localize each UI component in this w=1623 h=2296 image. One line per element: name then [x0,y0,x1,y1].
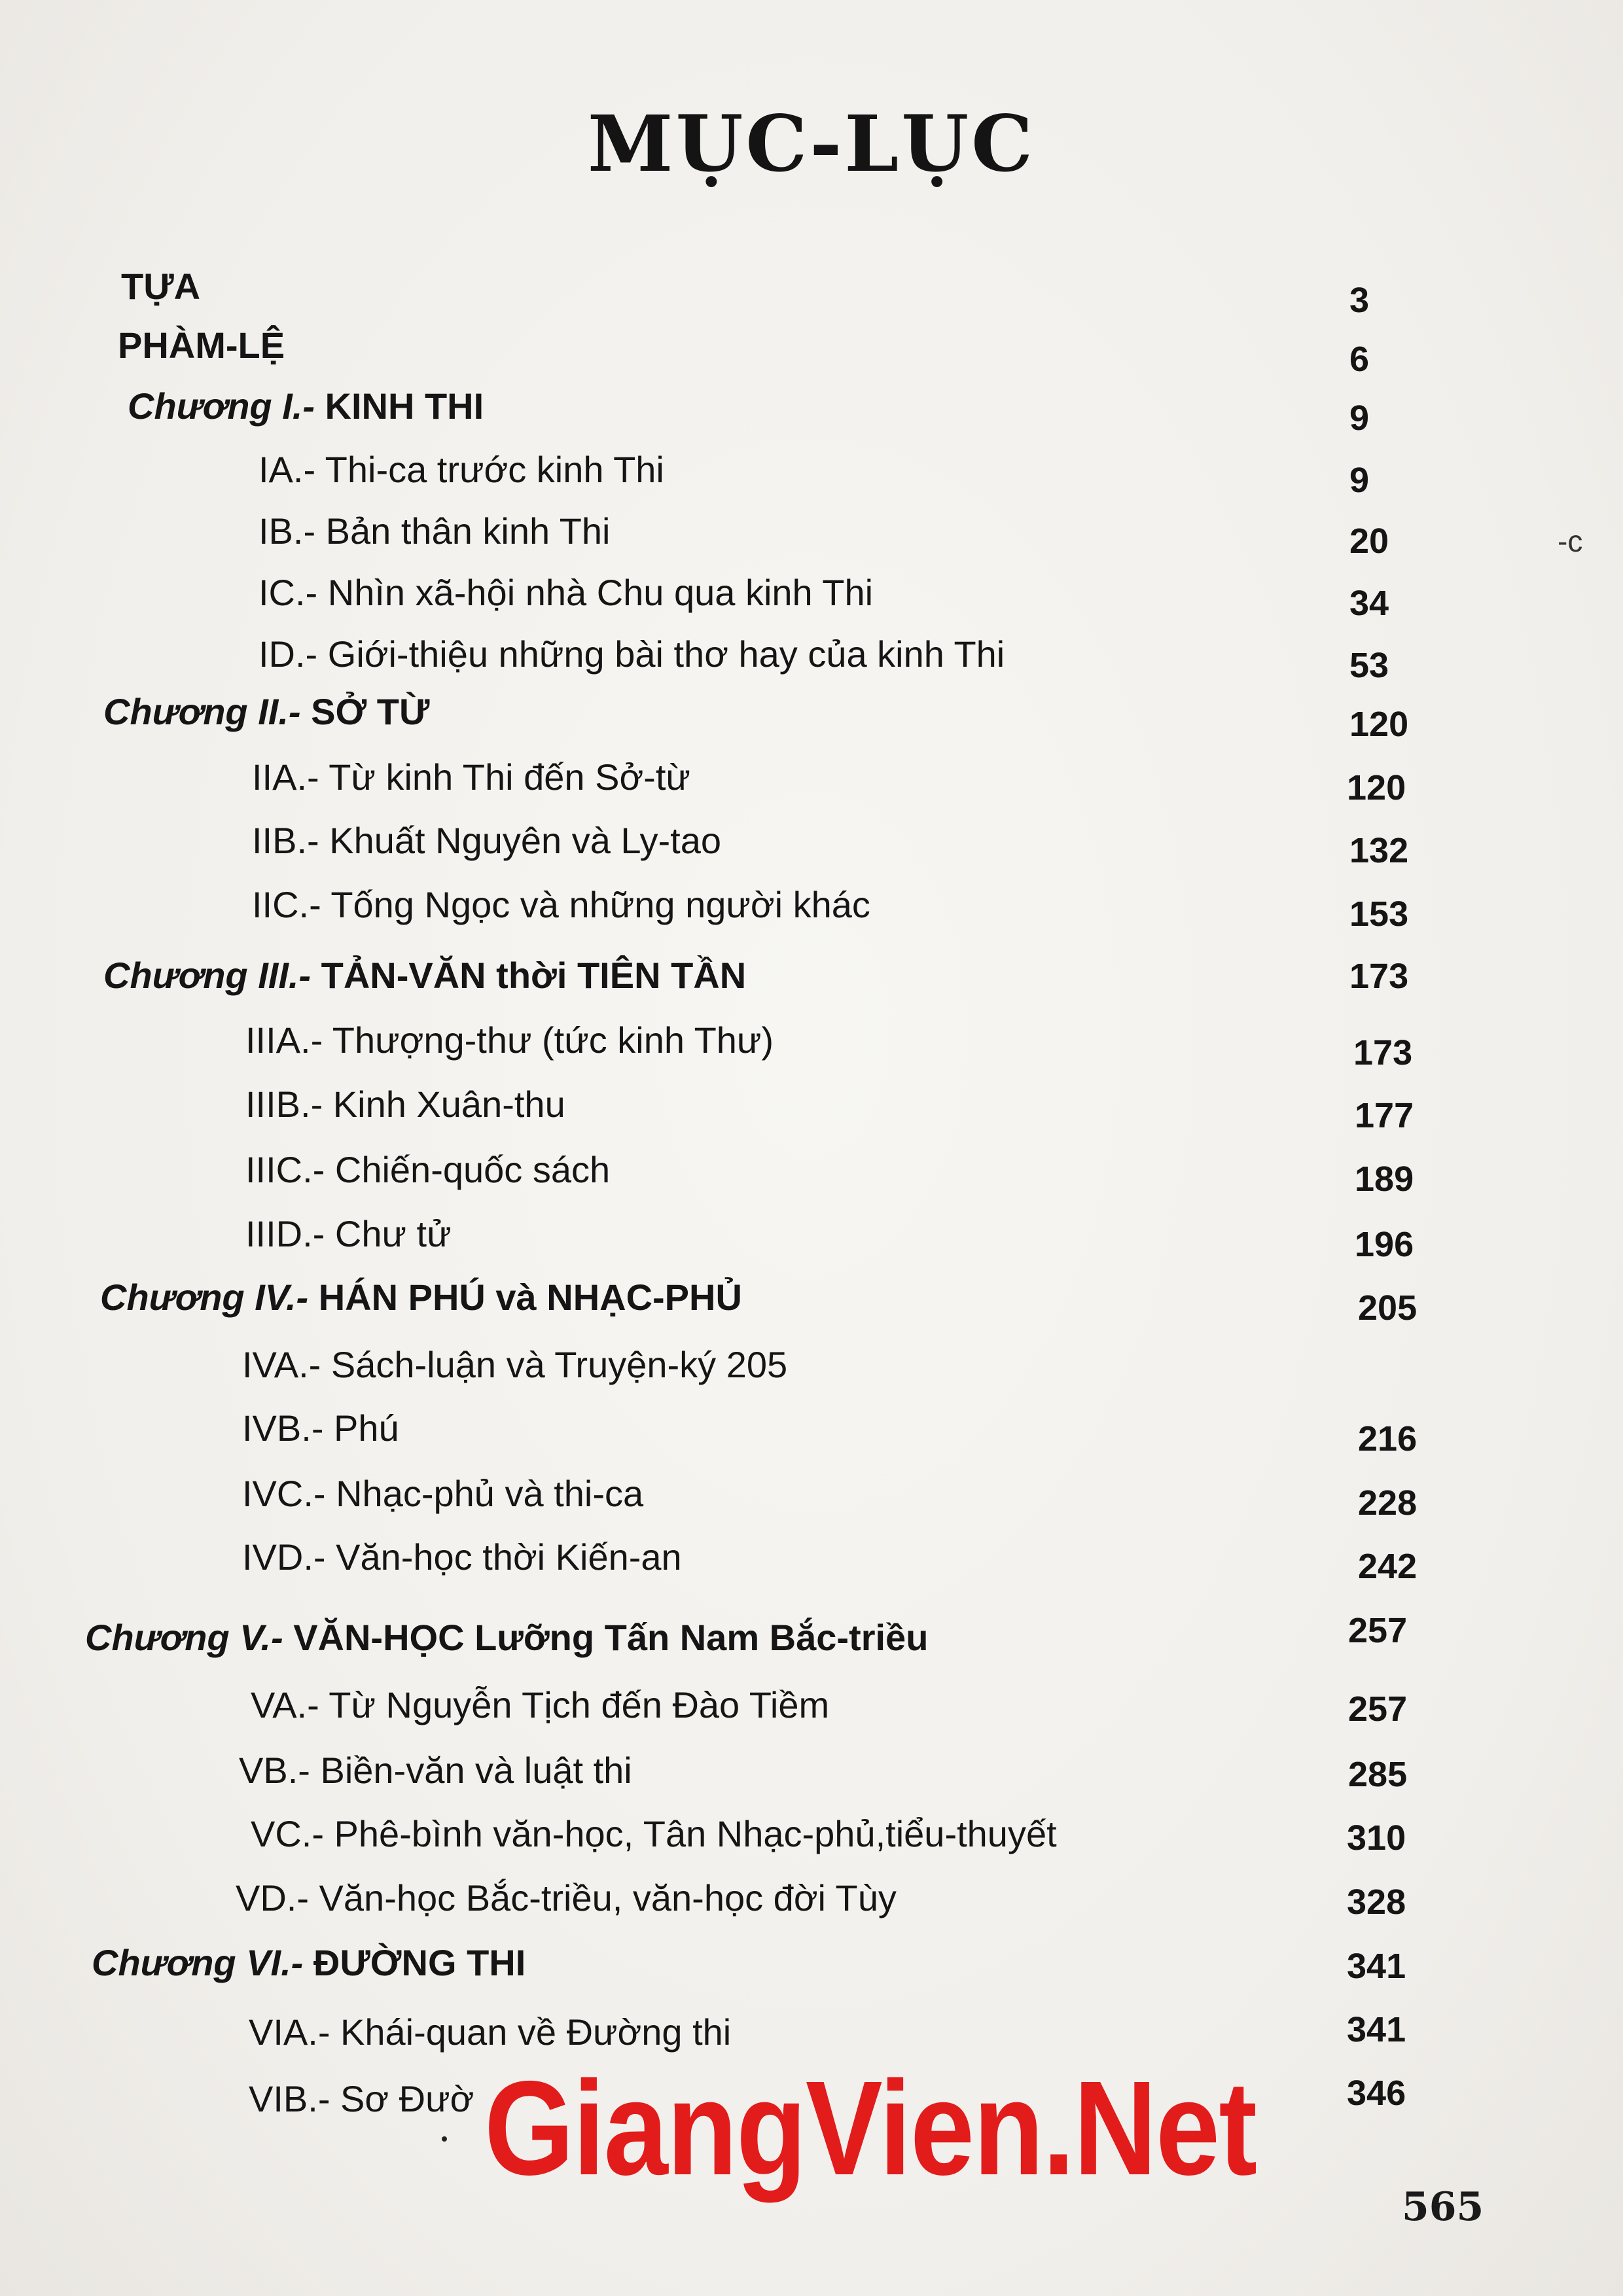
toc-section [239,1752,632,1789]
section-title: IVA.- Sách-luận và Truyện-ký 205 [242,1344,788,1385]
toc-page-number: 228 [1358,1483,1418,1523]
toc-chapter [100,1279,742,1316]
chapter-title: HÁN PHÚ và NHẠC-PHỦ [318,1277,742,1318]
watermark-logo: GiangVien.Net [484,2053,1257,2203]
toc-page-number: 9 [1349,461,1370,500]
toc-section [242,1536,682,1578]
chapter-prefix: Chương I.- [128,385,315,427]
section-title: VIB.- Sơ Đườ [249,2078,474,2119]
chapter-prefix: Chương II.- [103,691,301,732]
toc-chapter [103,957,746,994]
toc-page-number: 3 [1349,281,1370,320]
section-title: VC.- Phê-bình văn-học, Tân Nhạc-phủ,tiểu-thuyết [251,1813,1057,1854]
chapter-prefix: Chương III.- [103,955,312,996]
section-title: IIIC.- Chiến-quốc sách [245,1149,611,1190]
toc-section [251,1684,830,1725]
chapter-title: VĂN-HỌC Lưỡng Tấn Nam Bắc-triều [293,1617,929,1658]
toc-chapter [85,1619,928,1656]
toc-page-number: 153 [1349,894,1409,934]
toc-page-number: 6 [1349,340,1370,379]
toc-page-number: 310 [1347,1818,1406,1858]
toc-section [245,1086,565,1123]
toc-page-number: 34 [1349,584,1389,623]
toc-section [242,1344,788,1385]
section-title: IIIA.- Thượng-thư (tức kinh Thư) [245,1019,774,1061]
toc-page-number: 257 [1348,1611,1408,1650]
toc-page-number: 177 [1355,1096,1414,1135]
toc-page-number: 9 [1349,398,1370,438]
section-title: VA.- Từ Nguyễn Tịch đến Đào Tiềm [251,1684,830,1725]
toc-section [259,633,1005,675]
section-title: VD.- Văn-học Bắc-triều, văn-học đời Tùy [236,1877,897,1918]
toc-page-number: 341 [1347,2010,1406,2049]
chapter-prefix: Chương IV.- [100,1277,309,1318]
section-title: VB.- Biền-văn và luật thi [239,1750,632,1791]
section-title: IIA.- Từ kinh Thi đến Sở-từ [252,756,690,798]
section-title: IC.- Nhìn xã-hội nhà Chu qua kinh Thi [259,572,874,613]
chapter-title: KINH THI [325,385,484,427]
toc-label: PHÀM-LỆ [118,325,285,366]
section-title: IA.- Thi-ca trước kinh Thi [259,449,664,490]
section-title: IB.- Bản thân kinh Thi [259,510,611,552]
toc-page-number: 120 [1347,768,1406,807]
chapter-title: TẢN-VĂN thời TIÊN TẦN [321,955,747,996]
toc-label: TỰA [121,266,201,307]
toc-section [251,1813,1057,1854]
toc-page-number: 196 [1355,1225,1414,1264]
toc-section [245,1019,774,1061]
toc-page-number: 285 [1348,1755,1408,1794]
toc-page-number: 242 [1358,1547,1418,1586]
ink-speck [442,2136,447,2142]
toc-section [249,2011,732,2053]
toc-section [242,1407,399,1449]
chapter-title: ĐƯỜNG THI [313,1942,526,1983]
chapter-prefix: Chương VI.- [92,1942,304,1983]
toc-page-number: 257 [1348,1689,1408,1729]
toc-section [259,451,664,488]
toc-section [245,1213,452,1254]
toc-page-number: 346 [1347,2074,1406,2113]
toc-entry [121,268,200,305]
section-title: IIID.- Chư tử [245,1213,452,1254]
toc-page-number: 173 [1349,957,1409,996]
toc-page-number: 173 [1353,1033,1413,1072]
toc-entry [118,327,285,364]
section-title: IVD.- Văn-học thời Kiến-an [242,1536,682,1578]
toc-section [252,756,690,798]
section-title: IVC.- Nhạc-phủ và thi-ca [242,1473,644,1514]
toc-page-number: 205 [1358,1288,1418,1328]
section-title: ID.- Giới-thiệu những bài thơ hay của kinh Thi [259,633,1005,675]
toc-section [245,1149,611,1190]
toc-page-number: 120 [1349,705,1409,744]
toc-chapter [103,691,430,732]
toc-section [259,510,611,552]
section-title: VIA.- Khái-quan về Đường thi [249,2011,732,2053]
page-number: 565 [1402,2184,1484,2230]
toc-page-number: 132 [1349,831,1409,870]
margin-mark: -c [1558,524,1583,558]
toc-section [259,574,873,611]
toc-section [242,1475,643,1512]
section-title: IIC.- Tống Ngọc và những người khác [252,884,870,925]
chapter-title: SỞ TỪ [311,691,430,732]
toc-page-number: 20 [1349,521,1389,561]
toc-page-number: 328 [1347,1882,1406,1922]
toc-section [236,1877,897,1918]
chapter-prefix: Chương V.- [85,1617,283,1658]
toc-chapter [128,385,484,427]
toc-page-number: 341 [1347,1947,1406,1986]
toc-chapter [92,1942,526,1983]
section-title: IVB.- Phú [242,1407,399,1449]
toc-section [252,884,870,925]
section-title: IIIB.- Kinh Xuân-thu [245,1084,565,1125]
toc-page-number: 216 [1358,1419,1418,1458]
section-title: IIB.- Khuất Nguyên và Ly-tao [252,820,721,861]
page-title: MỤC-LỤC [587,98,1036,189]
toc-page-number: 189 [1355,1159,1414,1199]
toc-page-number: 53 [1349,646,1389,685]
toc-section [249,2078,474,2119]
toc-section [252,822,721,859]
